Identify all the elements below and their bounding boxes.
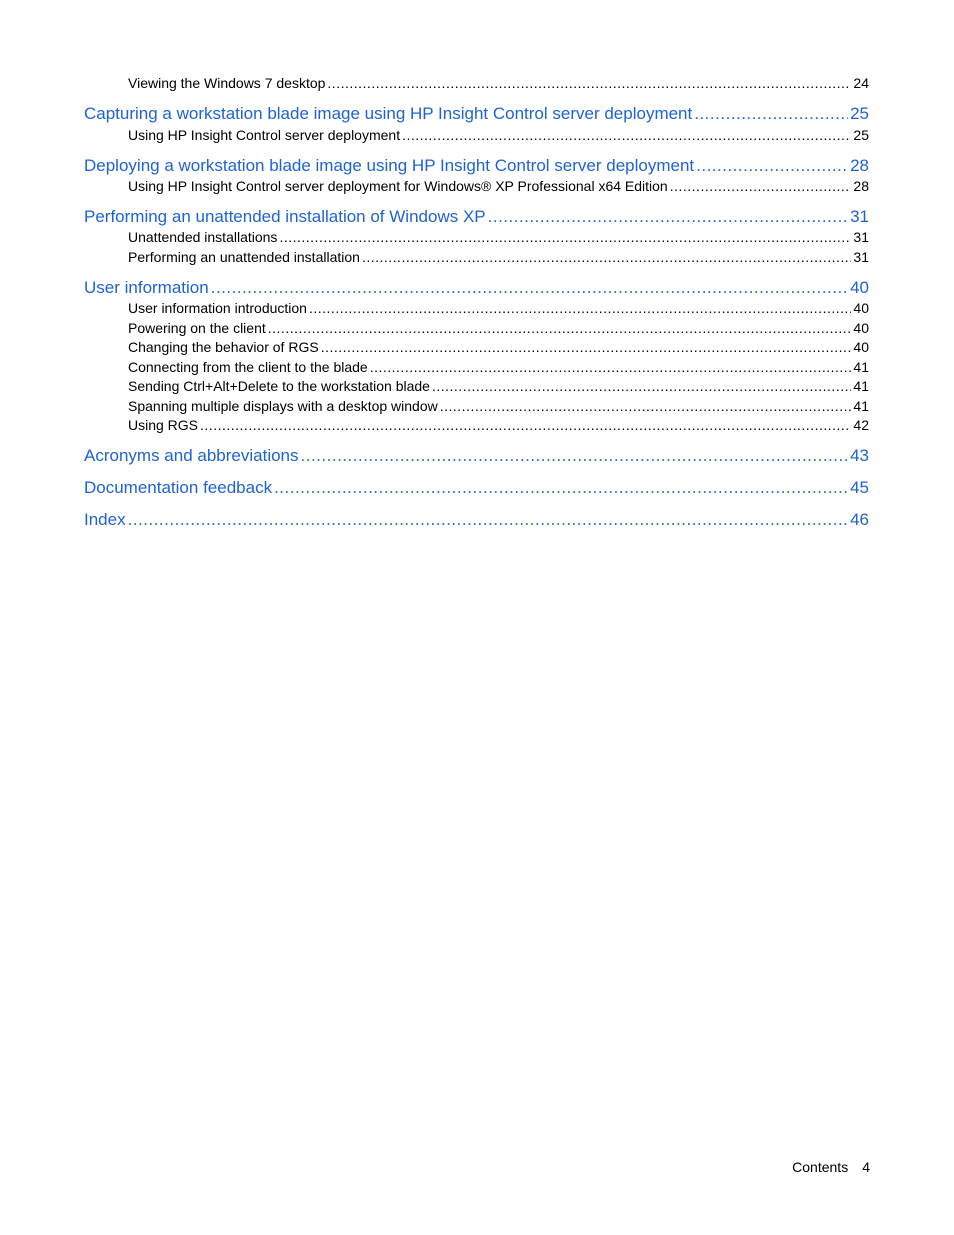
toc-entry-title: Spanning multiple displays with a desktop window [128, 398, 438, 414]
dot-leader [279, 229, 851, 245]
toc-entry-documentation-feedback[interactable] [84, 478, 869, 498]
toc-entry-user-information-introduction[interactable] [128, 300, 869, 316]
toc-entry-page: 25 [850, 104, 869, 123]
dot-leader [488, 207, 848, 227]
toc-entry-viewing-windows-7-desktop[interactable] [128, 75, 869, 91]
toc-entry-page: 45 [850, 478, 869, 497]
toc-entry-user-information[interactable] [84, 278, 869, 298]
dot-leader [370, 359, 852, 375]
toc-entry-page: 41 [853, 398, 869, 414]
toc-entry-title: Documentation feedback [84, 478, 273, 497]
toc-entry-index[interactable] [84, 510, 869, 530]
dot-leader [128, 510, 848, 530]
toc-entry-title: Using HP Insight Control server deployment for Windows® XP Professional x64 Edition [128, 178, 668, 194]
toc-entry-title: Sending Ctrl+Alt+Delete to the workstation blade [128, 378, 430, 394]
dot-leader [432, 378, 851, 394]
toc-entry-title: Powering on the client [128, 320, 266, 336]
toc-entry-performing-unattended-installation[interactable] [128, 249, 869, 265]
dot-leader [301, 446, 849, 466]
toc-entry-title: Using RGS [128, 417, 199, 433]
toc-entry-page: 28 [853, 178, 869, 194]
dot-leader [362, 249, 851, 265]
toc-entry-title: Connecting from the client to the blade [128, 359, 368, 375]
toc-entry-using-hp-insight-control[interactable] [128, 127, 869, 143]
toc-entry-page: 42 [853, 417, 869, 433]
toc-entry-acronyms-abbreviations[interactable] [84, 446, 869, 466]
toc-entry-page: 24 [853, 75, 869, 91]
toc-entry-title: Performing an unattended installation [128, 249, 360, 265]
footer-section-label: Contents [792, 1159, 849, 1175]
dot-leader [670, 178, 852, 194]
toc-entry-using-rgs[interactable] [128, 417, 869, 433]
toc-entry-unattended-installation-xp[interactable] [84, 207, 869, 227]
dot-leader [402, 127, 851, 143]
toc-entry-title: Index [84, 510, 126, 529]
toc-entry-page: 31 [853, 249, 869, 265]
toc-entry-title: User information introduction [128, 300, 307, 316]
dot-leader [211, 278, 848, 298]
toc-entry-using-hp-insight-control-xp[interactable] [128, 178, 869, 194]
toc-entry-deploying-image[interactable] [84, 156, 869, 176]
dot-leader [440, 398, 852, 414]
toc-entry-title: Acronyms and abbreviations [84, 446, 299, 465]
toc-entry-changing-behavior-rgs[interactable] [128, 339, 869, 355]
toc-entry-page: 40 [850, 278, 869, 297]
footer-page-number: 4 [862, 1159, 870, 1175]
toc-entry-title: Unattended installations [128, 229, 278, 245]
dot-leader [268, 320, 852, 336]
dot-leader [200, 417, 851, 433]
dot-leader [274, 478, 848, 498]
toc-entry-page: 41 [853, 359, 869, 375]
toc-entry-page: 41 [853, 378, 869, 394]
toc-entry-title: Capturing a workstation blade image using HP Insight Control server deployment [84, 104, 693, 123]
toc-entry-page: 31 [853, 229, 869, 245]
toc-entry-title: User information [84, 278, 209, 297]
toc-entry-page: 46 [850, 510, 869, 529]
toc-entry-title: Viewing the Windows 7 desktop [128, 75, 326, 91]
page-footer [770, 1159, 870, 1175]
toc-entry-sending-ctrl-alt-delete[interactable] [128, 378, 869, 394]
toc-entry-title: Using HP Insight Control server deployment [128, 127, 401, 143]
toc-entry-title: Changing the behavior of RGS [128, 339, 319, 355]
toc-entry-page: 40 [853, 320, 869, 336]
toc-entry-page: 28 [850, 156, 869, 175]
toc-entry-title: Performing an unattended installation of Windows XP [84, 207, 486, 226]
toc-entry-page: 40 [853, 339, 869, 355]
toc-entry-page: 43 [850, 446, 869, 465]
toc-entry-connecting-client-blade[interactable] [128, 359, 869, 375]
toc-entry-title: Deploying a workstation blade image using HP Insight Control server deployment [84, 156, 695, 175]
toc-entry-powering-on-client[interactable] [128, 320, 869, 336]
toc-entry-capturing-image[interactable] [84, 104, 869, 124]
toc-entry-unattended-installations[interactable] [128, 229, 869, 245]
toc-entry-spanning-multiple-displays[interactable] [128, 398, 869, 414]
dot-leader [696, 156, 848, 176]
dot-leader [694, 104, 848, 124]
dot-leader [309, 300, 851, 316]
dot-leader [327, 75, 851, 91]
toc-entry-page: 25 [853, 127, 869, 143]
dot-leader [321, 339, 852, 355]
toc-entry-page: 31 [850, 207, 869, 226]
toc-entry-page: 40 [853, 300, 869, 316]
